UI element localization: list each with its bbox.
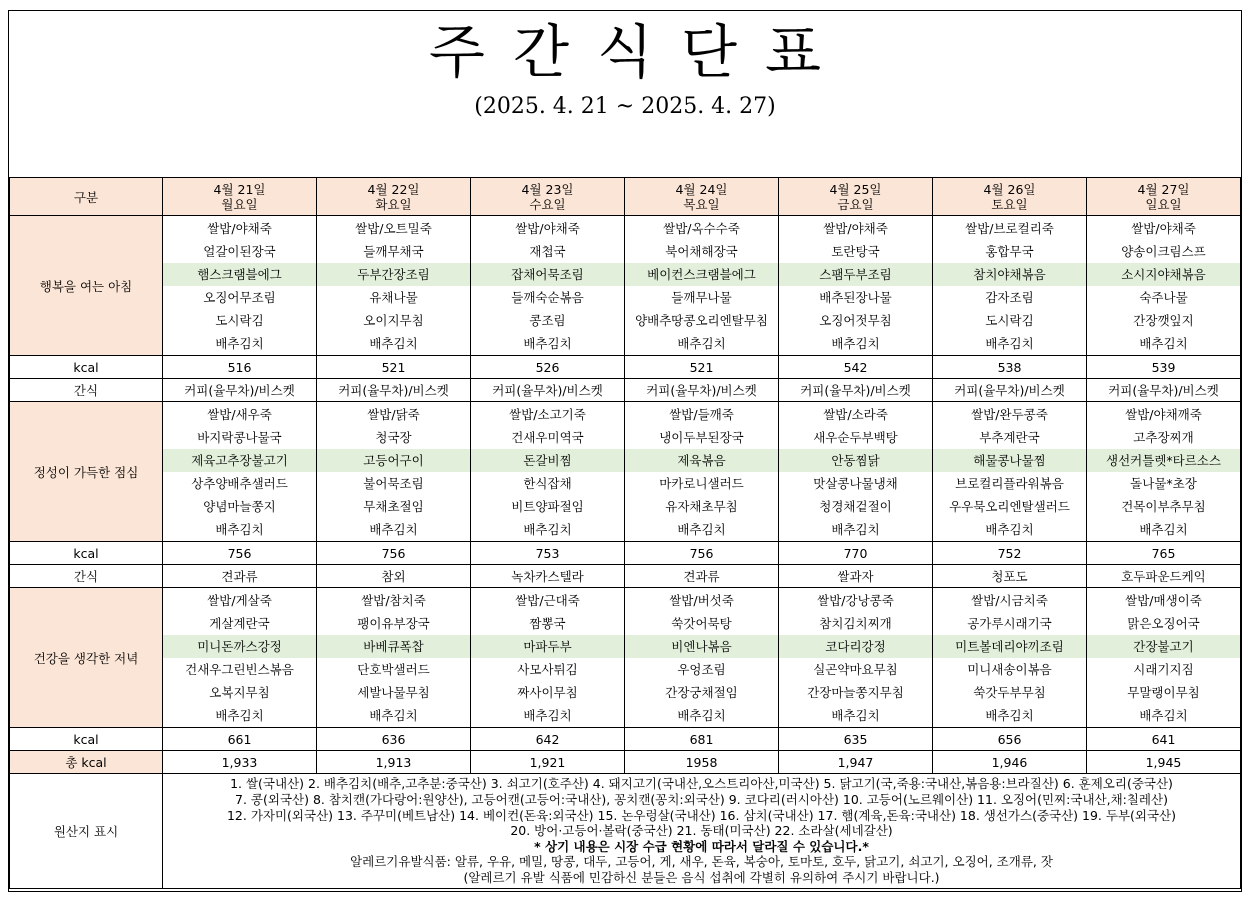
menu-item: 배추김치: [831, 707, 880, 723]
day-date: 4월 25일: [829, 181, 882, 197]
menu-item: 배추김치: [215, 521, 264, 537]
breakfast-row: [10, 216, 1241, 356]
snack2-item-5: 청포도: [933, 565, 1087, 588]
menu-item: 쌀밥/참치죽: [361, 592, 426, 608]
snack1-item-1: 커피(율무차)/비스켓: [317, 379, 471, 402]
menu-item: 베이컨스크램블에그: [625, 263, 778, 286]
day-date: 4월 23일: [521, 181, 574, 197]
menu-item: 브로컬리플라워볶음: [955, 475, 1064, 491]
menu-item: 배추김치: [1139, 707, 1188, 723]
menu-item: 들깨무채국: [363, 243, 424, 259]
lunch-menu-1: [317, 402, 471, 542]
menu-item: 바베큐폭찹: [317, 635, 470, 658]
menu-item: 우엉조림: [677, 661, 726, 677]
origin-line: (알레르기 유발 식품에 민감하신 분들은 음식 섭취에 각별히 유의하여 주시기 바랍니다.): [463, 869, 940, 885]
total-kcal-label: 총 kcal: [10, 751, 163, 774]
origin-label: 원산지 표시: [10, 774, 163, 889]
breakfast-menu-6: [1087, 216, 1241, 356]
dinner-menu-2: [471, 588, 625, 728]
lunch-kcal-1: 756: [317, 542, 471, 565]
menu-item: 간장궁채절임: [665, 684, 738, 700]
menu-item: 고등어구이: [317, 449, 470, 472]
menu-item: 간장불고기: [1087, 635, 1240, 658]
menu-item: 쌀밥/옥수수죽: [663, 220, 740, 236]
menu-item: 도시락김: [215, 312, 264, 328]
origin-line: 12. 가자미(외국산) 13. 주꾸미(베트남산) 14. 베이컨(돈육:외국산) 15. 논우렁살(국내산) 16. 삼치(국내산) 17. 햄(계육,돈육:국내산) 18. 생선가스(중국산) 19. 두부(외국산): [226, 807, 1177, 823]
total-kcal-1: 1,913: [317, 751, 471, 774]
menu-item: 마파두부: [471, 635, 624, 658]
total-kcal-5: 1,946: [933, 751, 1087, 774]
menu-item: 쑥갓어묵탕: [671, 615, 732, 631]
menu-item: 쌀밥/오트밀죽: [355, 220, 432, 236]
breakfast-menu-3: [625, 216, 779, 356]
total-kcal-2: 1,921: [471, 751, 625, 774]
menu-item: 오징어젓무침: [819, 312, 892, 328]
snack1-item-0: 커피(율무차)/비스켓: [163, 379, 317, 402]
lunch-kcal-row: [10, 542, 1241, 565]
menu-item: 쌀밥/완두콩죽: [971, 406, 1048, 422]
snack2-label: 간식: [10, 565, 163, 588]
menu-item: 햄스크램블에그: [163, 263, 316, 286]
menu-item: 단호박샐러드: [357, 661, 430, 677]
lunch-kcal-0: 756: [163, 542, 317, 565]
menu-item: 양배추땅콩오리엔탈무침: [635, 312, 768, 328]
menu-item: 쌀밥/강낭콩죽: [817, 592, 894, 608]
dinner-menu-4: [779, 588, 933, 728]
menu-item: 상추양배추샐러드: [191, 475, 288, 491]
sheet-header: [9, 11, 1241, 177]
breakfast-kcal-4: 542: [779, 356, 933, 379]
menu-item: 배추김치: [523, 335, 572, 351]
header-row: [10, 178, 1241, 216]
menu-item: 무말랭이무침: [1127, 684, 1200, 700]
menu-item: 쌀밥/소고기죽: [509, 406, 586, 422]
menu-item: 배추김치: [215, 707, 264, 723]
breakfast-menu-2: [471, 216, 625, 356]
menu-item: 맑은오징어국: [1127, 615, 1200, 631]
snack1-row: [10, 379, 1241, 402]
dinner-kcal-2: 642: [471, 728, 625, 751]
menu-item: 비트양파절임: [511, 498, 584, 514]
menu-item: 해물콩나물찜: [933, 449, 1086, 472]
lunch-kcal-label: kcal: [10, 542, 163, 565]
menu-item: 배추김치: [985, 335, 1034, 351]
menu-item: 미니돈까스강정: [163, 635, 316, 658]
breakfast-kcal-0: 516: [163, 356, 317, 379]
menu-item: 도시락김: [985, 312, 1034, 328]
day-date: 4월 26일: [983, 181, 1036, 197]
dinner-menu-1: [317, 588, 471, 728]
snack1-label: 간식: [10, 379, 163, 402]
menu-item: 청국장: [375, 429, 412, 445]
menu-item: 소시지야채볶음: [1087, 263, 1240, 286]
day-header-0: [163, 178, 317, 216]
day-header-5: [933, 178, 1087, 216]
menu-item: 쌀밥/야채죽: [1131, 220, 1196, 236]
day-header-1: [317, 178, 471, 216]
dinner-kcal-0: 661: [163, 728, 317, 751]
breakfast-menu-0: [163, 216, 317, 356]
menu-item: 배추김치: [1139, 521, 1188, 537]
menu-item: 건새우미역국: [511, 429, 584, 445]
day-date: 4월 27일: [1137, 181, 1190, 197]
menu-item: 홍합무국: [985, 243, 1034, 259]
lunch-kcal-6: 765: [1087, 542, 1241, 565]
menu-item: 배추김치: [369, 335, 418, 351]
menu-item: 배추김치: [677, 707, 726, 723]
header-label: 구분: [10, 178, 163, 216]
menu-item: 배추김치: [1139, 335, 1188, 351]
menu-item: 제육고추장불고기: [163, 449, 316, 472]
lunch-kcal-4: 770: [779, 542, 933, 565]
origin-line: 7. 콩(외국산) 8. 참치캔(가다랑어:원양산), 고등어캔(고등어:국내산), 꽁치캔(꽁치:외국산) 9. 코다리(러시아산) 10. 고등어(노르웨이산) 11. 오징어(민찌:국내산,채:칠레산): [235, 792, 1168, 808]
origin-row: [10, 774, 1241, 889]
total-kcal-row: [10, 751, 1241, 774]
menu-item: 우우묵오리엔탈샐러드: [949, 498, 1070, 514]
menu-item: 두부간장조림: [317, 263, 470, 286]
snack2-item-0: 견과류: [163, 565, 317, 588]
day-header-4: [779, 178, 933, 216]
lunch-menu-5: [933, 402, 1087, 542]
day-weekday: 금요일: [837, 196, 874, 212]
lunch-menu-2: [471, 402, 625, 542]
day-weekday: 토요일: [991, 196, 1028, 212]
menu-item: 오징어무조림: [203, 289, 276, 305]
menu-item: 숙주나물: [1139, 289, 1188, 305]
total-kcal-4: 1,947: [779, 751, 933, 774]
menu-item: 쌀밥/들깨죽: [669, 406, 734, 422]
snack2-item-1: 참외: [317, 565, 471, 588]
total-kcal-0: 1,933: [163, 751, 317, 774]
snack1-item-5: 커피(율무차)/비스켓: [933, 379, 1087, 402]
menu-item: 코다리강정: [779, 635, 932, 658]
snack2-item-2: 녹차카스텔라: [471, 565, 625, 588]
menu-item: 북어채해장국: [665, 243, 738, 259]
menu-item: 토란탕국: [831, 243, 880, 259]
breakfast-kcal-label: kcal: [10, 356, 163, 379]
menu-item: 쌀밥/새우죽: [207, 406, 272, 422]
snack2-item-4: 쌀과자: [779, 565, 933, 588]
menu-item: 사모사튀김: [517, 661, 578, 677]
menu-item: 배추된장나물: [819, 289, 892, 305]
dinner-kcal-row: [10, 728, 1241, 751]
menu-item: 쌀밥/시금치죽: [971, 592, 1048, 608]
page-title: 주간식단표: [428, 18, 850, 86]
menu-item: 쌀밥/소라죽: [823, 406, 888, 422]
menu-item: 참치김치찌개: [819, 615, 892, 631]
menu-item: 불어묵조림: [363, 475, 424, 491]
dinner-kcal-5: 656: [933, 728, 1087, 751]
origin-line: 1. 쌀(국내산) 2. 배추김치(배추,고추분:중국산) 3. 쇠고기(호주산) 4. 돼지고기(국내산,오스트리아산,미국산) 5. 닭고기(국,죽용:국내산,볶음용:브라질산) 6. 훈제오리(중국산): [230, 776, 1173, 792]
menu-item: 한식잡채: [523, 475, 572, 491]
menu-item: 실곤약마요무침: [813, 661, 898, 677]
breakfast-menu-1: [317, 216, 471, 356]
menu-item: 간장깻잎지: [1133, 312, 1194, 328]
weekly-menu-sheet: [8, 10, 1242, 892]
menu-item: 유자채초무침: [665, 498, 738, 514]
dinner-kcal-6: 641: [1087, 728, 1241, 751]
origin-line: 알레르기유발식품: 알류, 우유, 메밀, 땅콩, 대두, 고등어, 게, 새우, 돈육, 복숭아, 토마토, 호두, 닭고기, 쇠고기, 오징어, 조개류, 잣: [350, 854, 1053, 870]
menu-item: 배추김치: [369, 521, 418, 537]
origin-line: 20. 방어·고등어·볼락(중국산) 21. 동태(미국산) 22. 소라살(세네갈산): [510, 823, 893, 839]
lunch-menu-6: [1087, 402, 1241, 542]
menu-item: 안동찜닭: [779, 449, 932, 472]
day-header-6: [1087, 178, 1241, 216]
menu-item: 쌀밥/야채죽: [515, 220, 580, 236]
menu-item: 쌀밥/닭죽: [367, 406, 420, 422]
menu-period: (2025. 4. 21 ~ 2025. 4. 27): [474, 94, 776, 119]
origin-notes: [163, 774, 1241, 889]
day-header-3: [625, 178, 779, 216]
lunch-label: 정성이 가득한 점심: [10, 402, 163, 542]
menu-item: 미트볼데리야끼조림: [933, 635, 1086, 658]
menu-item: 간장마늘쫑지무침: [807, 684, 904, 700]
menu-item: 쌀밥/게살죽: [207, 592, 272, 608]
menu-item: 잡채어묵조림: [471, 263, 624, 286]
dinner-menu-6: [1087, 588, 1241, 728]
dinner-kcal-label: kcal: [10, 728, 163, 751]
origin-line: * 상기 내용은 시장 수급 현황에 따라서 달라질 수 있습니다.*: [534, 838, 869, 854]
lunch-kcal-2: 753: [471, 542, 625, 565]
menu-item: 배추김치: [523, 521, 572, 537]
menu-item: 공가루시래기국: [967, 615, 1052, 631]
menu-item: 배추김치: [677, 335, 726, 351]
menu-item: 청경채겉절이: [819, 498, 892, 514]
day-weekday: 수요일: [529, 196, 566, 212]
menu-item: 게살계란국: [209, 615, 270, 631]
breakfast-kcal-row: [10, 356, 1241, 379]
snack1-item-3: 커피(율무차)/비스켓: [625, 379, 779, 402]
lunch-kcal-5: 752: [933, 542, 1087, 565]
breakfast-label: 행복을 여는 아침: [10, 216, 163, 356]
snack1-item-4: 커피(율무차)/비스켓: [779, 379, 933, 402]
dinner-menu-3: [625, 588, 779, 728]
menu-item: 오복지무침: [209, 684, 270, 700]
menu-item: 새우순두부백탕: [813, 429, 898, 445]
menu-item: 짬뽕국: [529, 615, 566, 631]
menu-item: 배추김치: [831, 335, 880, 351]
menu-item: 쌀밥/야채깨죽: [1125, 406, 1202, 422]
breakfast-menu-5: [933, 216, 1087, 356]
breakfast-menu-4: [779, 216, 933, 356]
menu-item: 유채나물: [369, 289, 418, 305]
menu-item: 고추장찌개: [1133, 429, 1194, 445]
menu-item: 들깨무나물: [671, 289, 732, 305]
menu-item: 스팸두부조림: [779, 263, 932, 286]
dinner-kcal-3: 681: [625, 728, 779, 751]
menu-item: 배추김치: [369, 707, 418, 723]
menu-item: 마카로니샐러드: [659, 475, 744, 491]
menu-item: 돈갈비찜: [471, 449, 624, 472]
menu-item: 들깨숙순볶음: [511, 289, 584, 305]
dinner-label: 건강을 생각한 저녁: [10, 588, 163, 728]
menu-item: 건목이부추무침: [1121, 498, 1206, 514]
day-header-2: [471, 178, 625, 216]
menu-item: 배추김치: [523, 707, 572, 723]
menu-table: [9, 177, 1241, 889]
day-date: 4월 24일: [675, 181, 728, 197]
menu-item: 배추김치: [985, 707, 1034, 723]
menu-item: 부추계란국: [979, 429, 1040, 445]
menu-item: 시래기지짐: [1133, 661, 1194, 677]
menu-item: 재첩국: [529, 243, 566, 259]
menu-item: 쌀밥/버섯죽: [669, 592, 734, 608]
menu-item: 양송이크림스프: [1121, 243, 1206, 259]
menu-item: 냉이두부된장국: [659, 429, 744, 445]
menu-item: 팽이유부장국: [357, 615, 430, 631]
menu-item: 양념마늘쫑지: [203, 498, 276, 514]
day-date: 4월 21일: [213, 181, 266, 197]
lunch-kcal-3: 756: [625, 542, 779, 565]
menu-item: 맛살콩나물냉채: [813, 475, 898, 491]
menu-item: 비엔나볶음: [625, 635, 778, 658]
dinner-kcal-1: 636: [317, 728, 471, 751]
breakfast-kcal-2: 526: [471, 356, 625, 379]
dinner-row: [10, 588, 1241, 728]
dinner-menu-5: [933, 588, 1087, 728]
menu-item: 쌀밥/근대죽: [515, 592, 580, 608]
menu-item: 쌀밥/매생이죽: [1125, 592, 1202, 608]
menu-item: 세발나물무침: [357, 684, 430, 700]
dinner-menu-0: [163, 588, 317, 728]
total-kcal-6: 1,945: [1087, 751, 1241, 774]
menu-item: 배추김치: [215, 335, 264, 351]
menu-item: 돌나물*초장: [1130, 475, 1197, 491]
day-weekday: 월요일: [221, 196, 258, 212]
breakfast-kcal-1: 521: [317, 356, 471, 379]
menu-item: 짜사이무침: [517, 684, 578, 700]
lunch-menu-4: [779, 402, 933, 542]
menu-item: 쌀밥/야채죽: [207, 220, 272, 236]
menu-item: 감자조림: [985, 289, 1034, 305]
breakfast-kcal-6: 539: [1087, 356, 1241, 379]
day-weekday: 목요일: [683, 196, 720, 212]
menu-item: 쌀밥/야채죽: [823, 220, 888, 236]
menu-item: 배추김치: [831, 521, 880, 537]
menu-item: 쑥갓두부무침: [973, 684, 1046, 700]
menu-item: 바지락콩나물국: [197, 429, 282, 445]
snack2-row: [10, 565, 1241, 588]
menu-item: 미니새송이볶음: [967, 661, 1052, 677]
day-date: 4월 22일: [367, 181, 420, 197]
menu-item: 제육볶음: [625, 449, 778, 472]
day-weekday: 화요일: [375, 196, 412, 212]
lunch-menu-0: [163, 402, 317, 542]
snack2-item-6: 호두파운드케익: [1087, 565, 1241, 588]
menu-item: 배추김치: [985, 521, 1034, 537]
breakfast-kcal-3: 521: [625, 356, 779, 379]
lunch-menu-3: [625, 402, 779, 542]
dinner-kcal-4: 635: [779, 728, 933, 751]
day-weekday: 일요일: [1145, 196, 1182, 212]
menu-item: 배추김치: [677, 521, 726, 537]
snack1-item-6: 커피(율무차)/비스켓: [1087, 379, 1241, 402]
menu-item: 얼갈이된장국: [203, 243, 276, 259]
menu-item: 쌀밥/브로컬리죽: [965, 220, 1054, 236]
snack2-item-3: 견과류: [625, 565, 779, 588]
menu-item: 건새우그린빈스볶음: [185, 661, 294, 677]
total-kcal-3: 1958: [625, 751, 779, 774]
lunch-row: [10, 402, 1241, 542]
snack1-item-2: 커피(율무차)/비스켓: [471, 379, 625, 402]
menu-item: 오이지무침: [363, 312, 424, 328]
breakfast-kcal-5: 538: [933, 356, 1087, 379]
menu-item: 무채초절임: [363, 498, 424, 514]
menu-item: 생선커틀렛*타르소스: [1087, 449, 1240, 472]
menu-item: 참치야채볶음: [933, 263, 1086, 286]
menu-item: 콩조림: [529, 312, 566, 328]
